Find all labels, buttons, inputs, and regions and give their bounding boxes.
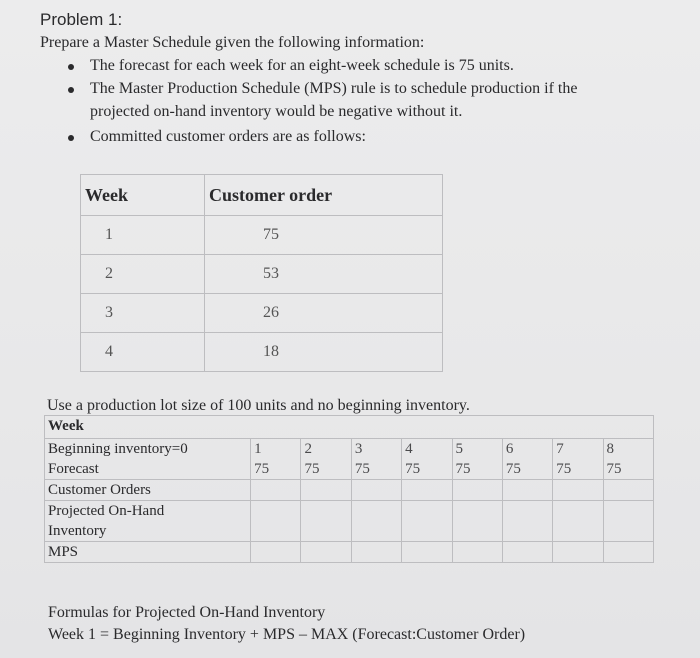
forecast-value: 75 xyxy=(505,461,521,477)
week-number: 7 xyxy=(556,441,564,457)
week-column xyxy=(452,439,502,480)
forecast-label: Forecast xyxy=(48,461,99,477)
table-row xyxy=(81,333,443,372)
bullet-item xyxy=(90,128,366,146)
week-column xyxy=(251,439,301,480)
projected-on-hand-row xyxy=(45,501,654,542)
projected-label-line1: Projected On-Hand xyxy=(48,503,165,519)
forecast-value: 75 xyxy=(354,461,370,477)
empty-cell[interactable] xyxy=(301,542,351,563)
bullet-dot-icon xyxy=(68,87,74,93)
bullet-text: The forecast for each week for an eight-week schedule is 75 units. xyxy=(90,57,514,74)
week-column xyxy=(502,439,552,480)
table-row xyxy=(81,294,443,333)
order-cell: 18 xyxy=(205,333,443,372)
week-column xyxy=(351,439,401,480)
empty-cell[interactable] xyxy=(502,542,552,563)
week-column xyxy=(301,439,351,480)
empty-cell[interactable] xyxy=(452,480,502,501)
week-cell: 1 xyxy=(81,216,205,255)
empty-cell[interactable] xyxy=(603,480,653,501)
week-column xyxy=(402,439,452,480)
week-heading: Week xyxy=(45,416,654,439)
week-column xyxy=(603,439,653,480)
forecast-value: 75 xyxy=(455,461,471,477)
empty-cell[interactable] xyxy=(351,542,401,563)
customer-orders-row xyxy=(45,480,654,501)
week-cell: 3 xyxy=(81,294,205,333)
empty-cell[interactable] xyxy=(603,542,653,563)
bullet-item xyxy=(90,57,514,75)
bullet-continuation xyxy=(90,103,462,121)
order-cell: 26 xyxy=(205,294,443,333)
forecast-value: 75 xyxy=(606,461,622,477)
projected-label-line2: Inventory xyxy=(48,523,107,539)
forecast-value: 75 xyxy=(556,461,572,477)
projected-on-hand-label xyxy=(45,501,251,542)
bullet-text: Committed customer orders are as follows: xyxy=(90,128,366,145)
empty-cell[interactable] xyxy=(603,501,653,542)
master-schedule-table xyxy=(44,415,654,563)
empty-cell[interactable] xyxy=(251,501,301,542)
mps-row xyxy=(45,542,654,563)
empty-cell[interactable] xyxy=(553,480,603,501)
table-header-row xyxy=(81,175,443,216)
problem-title: Problem 1: xyxy=(40,10,123,29)
table-row xyxy=(81,216,443,255)
empty-cell[interactable] xyxy=(351,501,401,542)
week-header-row xyxy=(45,416,654,439)
lot-size-text: Use a production lot size of 100 units and no beginning inventory. xyxy=(47,397,470,414)
formulas-heading: Formulas for Projected On-Hand Inventory xyxy=(48,604,326,621)
empty-cell[interactable] xyxy=(402,542,452,563)
empty-cell[interactable] xyxy=(251,542,301,563)
bullet-item xyxy=(90,80,577,98)
empty-cell[interactable] xyxy=(301,501,351,542)
empty-cell[interactable] xyxy=(251,480,301,501)
header-customer-order: Customer order xyxy=(205,175,443,216)
row-labels xyxy=(45,439,251,480)
forecast-value: 75 xyxy=(405,461,421,477)
empty-cell[interactable] xyxy=(351,480,401,501)
order-cell: 53 xyxy=(205,255,443,294)
week-cell: 2 xyxy=(81,255,205,294)
week-number: 1 xyxy=(254,441,262,457)
weeks-forecast-row xyxy=(45,439,654,480)
mps-label: MPS xyxy=(45,542,251,563)
header-week: Week xyxy=(81,175,205,216)
empty-cell[interactable] xyxy=(402,501,452,542)
beginning-inventory-label: Beginning inventory=0 xyxy=(48,441,188,457)
empty-cell[interactable] xyxy=(301,480,351,501)
empty-cell[interactable] xyxy=(502,480,552,501)
week-number: 6 xyxy=(505,441,514,457)
empty-cell[interactable] xyxy=(452,501,502,542)
table-row xyxy=(81,255,443,294)
empty-cell[interactable] xyxy=(402,480,452,501)
problem-intro: Prepare a Master Schedule given the following information: xyxy=(40,34,425,51)
bullet-text: projected on-hand inventory would be negative without it. xyxy=(90,103,463,120)
week-number: 3 xyxy=(354,441,363,457)
week-column xyxy=(553,439,603,480)
empty-cell[interactable] xyxy=(553,542,603,563)
bullet-dot-icon xyxy=(68,135,74,141)
empty-cell[interactable] xyxy=(553,501,603,542)
week-number: 5 xyxy=(455,441,464,457)
week-number: 4 xyxy=(405,441,413,457)
bullet-text: The Master Production Schedule (MPS) rule is to schedule production if the xyxy=(90,80,578,97)
week-cell: 4 xyxy=(81,333,205,372)
forecast-value: 75 xyxy=(254,461,270,477)
empty-cell[interactable] xyxy=(452,542,502,563)
week-number: 2 xyxy=(304,441,312,457)
customer-orders-label: Customer Orders xyxy=(45,480,251,501)
customer-orders-table xyxy=(80,174,443,372)
order-cell: 75 xyxy=(205,216,443,255)
bullet-dot-icon xyxy=(68,64,74,70)
empty-cell[interactable] xyxy=(502,501,552,542)
week-number: 8 xyxy=(606,441,615,457)
formula-week1: Week 1 = Beginning Inventory + MPS – MAX (Forecast:Customer Order) xyxy=(48,626,526,643)
forecast-value: 75 xyxy=(304,461,320,477)
